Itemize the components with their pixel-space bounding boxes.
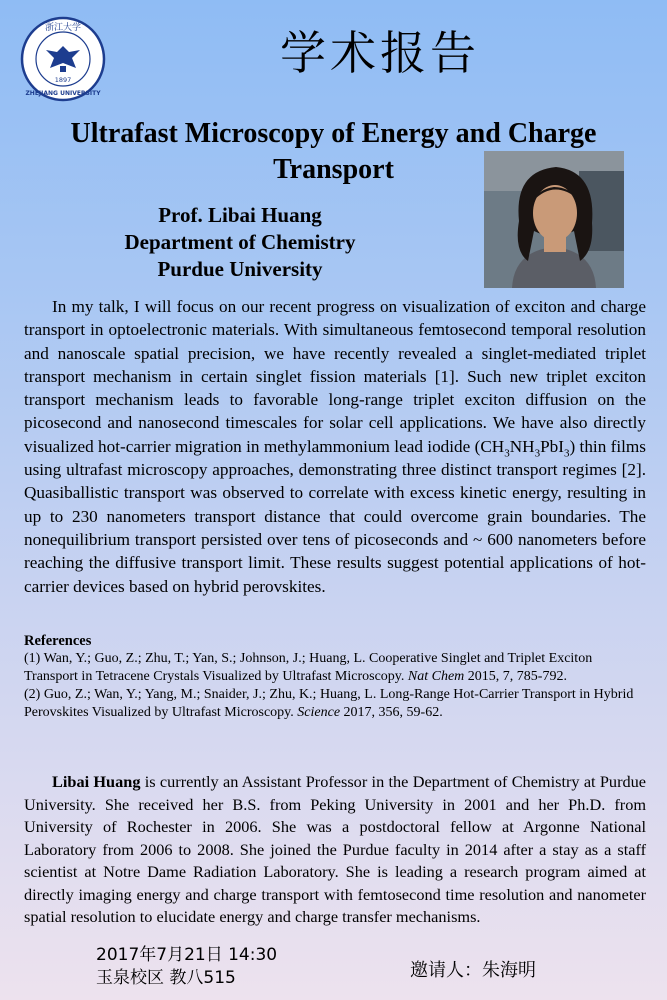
reference-item (24, 686, 646, 722)
reference-text: (1) Wan, Y.; Guo, Z.; Zhu, T.; Yan, S.; Johnson, J.; Huang, L. Cooperative Singlet and Triplet Exciton Transport in Tetracene Crystals Visualized by Ultrafast Microscopy. (24, 651, 593, 684)
bio-name: Libai Huang (52, 772, 141, 791)
reference-details: 2017, 356, 59-62. (340, 705, 443, 720)
abstract-text: ) thin films using ultrafast microscopy approaches, demonstrating three distinct transport regimes [2]. Quasiballistic transport was observed to correlate with excess kinetic energy, resulting in up to 230 nanometers transport distance that could overcome grain boundaries. The nonequilibrium transport persisted over tens of picoseconds and ~ 600 nanometers before reaching the diffusive transport limit. These results suggest potential applications of hot-carrier devices based on hybrid perovskites. (24, 436, 646, 596)
speaker-name: Prof. Libai Huang (158, 203, 322, 227)
logo-emblem-text: 浙江大学 (44, 23, 82, 33)
abstract-text: In my talk, I will focus on our recent progress on visualization of exciton and charge transport in optoelectronic materials. With simultaneous femtosecond temporal resolution and nanoscale spatial precision, we have recently revealed a singlet-mediated triplet transport mechanism in certain singlet fission materials [1]. Such new triplet exciton transport mechanism leads to favorable long-range triplet exciton diffusion on the picosecond and nanosecond timescales for solar cell applications. We have also directly visualized hot-carrier migration in methylammonium lead iodide (CH (24, 297, 646, 456)
logo-year: 1897 (54, 76, 72, 84)
reference-item (24, 650, 646, 686)
talk-title: Ultrafast Microscopy of Energy and Charge Transport (70, 118, 597, 185)
reference-details: 2015, 7, 785-792. (464, 669, 567, 684)
bio-text: is currently an Assistant Professor in the Department of Chemistry at Purdue University. She received her B.S. from Peking University in 2001 and her Ph.D. from University of Rochester in 2006. She was a postdoctoral fellow at Argonne National Laboratory from 2006 to 2008. She joined the Purdue faculty in 2014 after a stay as a staff scientist at Notre Dame Radiation Laboratory. She is leading a research program aimed at directly imaging energy and charge transport with femtosecond time resolution and nanometer spatial resolution to elucidate energy and charge transfer mechanisms. (24, 772, 646, 926)
reference-text: (2) Guo, Z.; Wan, Y.; Yang, M.; Snaider, J.; Zhu, K.; Huang, L. Long-Range Hot-Carrier Transport in Hybrid Perovskites Visualized by Ultrafast Microscopy. (24, 687, 634, 720)
logo-university-name: ZHEJIANG UNIVERSITY (25, 90, 101, 97)
references-heading: References (24, 633, 92, 649)
event-datetime: 2017年7月21日 14:30 (96, 945, 278, 965)
formula-part: PbI (540, 436, 564, 456)
subscript: 3 (534, 447, 541, 460)
subscript: 3 (563, 447, 570, 460)
event-location: 玉泉校区 教八515 (96, 968, 236, 988)
speaker-info (60, 202, 420, 283)
formula-part: NH (509, 436, 535, 456)
event-inviter: 邀请人：朱海明 (410, 960, 536, 981)
abstract-paragraph (24, 295, 646, 598)
bio-paragraph (24, 771, 646, 929)
event-info (96, 944, 277, 990)
speaker-department: Department of Chemistry (124, 230, 356, 254)
university-logo (20, 16, 106, 102)
subscript: 3 (504, 447, 510, 460)
reference-journal: Nat Chem (407, 669, 465, 684)
speaker-institution: Purdue University (157, 257, 323, 281)
page-title: 学术报告 (280, 26, 480, 80)
speaker-photo (484, 151, 624, 288)
references-section (24, 632, 646, 722)
reference-journal: Science (297, 705, 341, 720)
